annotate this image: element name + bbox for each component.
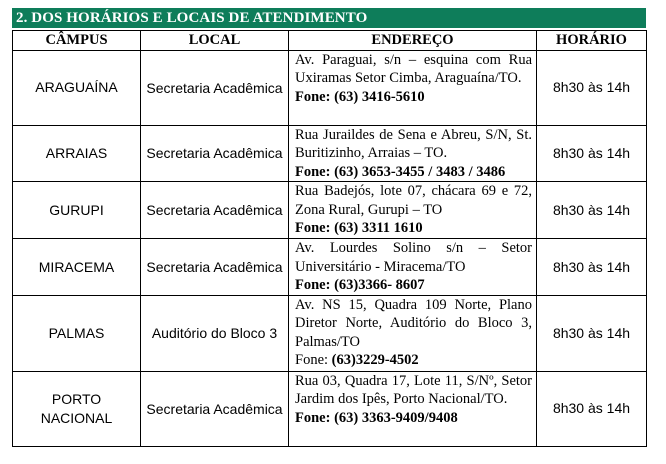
table-row xyxy=(13,239,647,296)
address-text: Av. Paraguai, s/n – esquina com Rua Uxiramas Setor Cimba, Araguaína/TO. xyxy=(295,51,532,86)
hours-cell: 8h30 às 14h xyxy=(537,125,647,182)
address-text: Rua 03, Quadra 17, Lote 11, S/Nº, Setor Jardim dos Ipês, Porto Nacional/TO. xyxy=(295,372,532,407)
phone-label: Fone: xyxy=(295,220,331,236)
phone-line xyxy=(295,409,532,428)
address-cell xyxy=(289,125,537,182)
campus-cell: ARAGUAÍNA xyxy=(13,50,141,125)
phone-label: Fone: xyxy=(295,163,331,180)
address-text: Rua Juraildes de Sena e Abreu, S/N, St. Buritizinho, Arraias – TO. xyxy=(295,126,532,161)
phone-number: (63) 3311 1610 xyxy=(334,220,423,236)
table-row xyxy=(13,182,647,239)
local-cell: Secretaria Acadêmica xyxy=(141,239,289,296)
hours-cell: 8h30 às 14h xyxy=(537,182,647,239)
hours-cell: 8h30 às 14h xyxy=(537,295,647,371)
section-title: 2. DOS HORÁRIOS E LOCAIS DE ATENDIMENTO xyxy=(12,8,646,28)
phone-line xyxy=(295,163,532,182)
address-text: Av. NS 15, Quadra 109 Norte, Plano Diretor Norte, Auditório do Bloco 3, Palmas/TO xyxy=(295,296,532,350)
phone-line xyxy=(295,276,532,295)
phone-number: (63)3229-4502 xyxy=(331,352,419,368)
address-text: Rua Badejós, lote 07, chácara 69 e 72, Zona Rural, Gurupi – TO xyxy=(295,183,532,218)
table-header-row xyxy=(13,31,647,51)
address-text: Av. Lourdes Solino s/n – Setor Universitário - Miracema/TO xyxy=(295,240,532,275)
phone-line xyxy=(295,219,532,238)
table-row xyxy=(13,295,647,371)
phone-number: (63) 3363-9409/9408 xyxy=(334,409,458,426)
address-cell xyxy=(289,295,537,371)
campus-cell: ARRAIAS xyxy=(13,125,141,182)
phone-label: Fone: xyxy=(295,277,331,293)
local-cell: Auditório do Bloco 3 xyxy=(141,295,289,371)
header-hours: HORÁRIO xyxy=(537,31,647,51)
campus-cell: PORTO NACIONAL xyxy=(13,371,141,446)
phone-number: (63)3366- 8607 xyxy=(334,277,425,293)
table-row xyxy=(13,371,647,446)
schedule-section xyxy=(12,8,646,447)
phone-line xyxy=(295,351,532,370)
hours-cell: 8h30 às 14h xyxy=(537,371,647,446)
phone-number: (63) 3416-5610 xyxy=(334,88,425,105)
header-local: LOCAL xyxy=(141,31,289,51)
address-cell xyxy=(289,50,537,125)
hours-cell: 8h30 às 14h xyxy=(537,239,647,296)
phone-line xyxy=(295,88,532,107)
local-cell: Secretaria Acadêmica xyxy=(141,182,289,239)
phone-label: Fone: xyxy=(295,88,331,105)
address-cell xyxy=(289,239,537,296)
campus-cell: PALMAS xyxy=(13,295,141,371)
hours-cell: 8h30 às 14h xyxy=(537,50,647,125)
campus-cell: MIRACEMA xyxy=(13,239,141,296)
phone-label: Fone: xyxy=(295,409,331,426)
address-cell xyxy=(289,182,537,239)
header-campus: CÂMPUS xyxy=(13,31,141,51)
table-row xyxy=(13,125,647,182)
table-row xyxy=(13,50,647,125)
phone-number: (63) 3653-3455 / 3483 / 3486 xyxy=(334,163,506,180)
address-cell xyxy=(289,371,537,446)
local-cell: Secretaria Acadêmica xyxy=(141,50,289,125)
phone-label: Fone: xyxy=(295,352,329,368)
local-cell: Secretaria Acadêmica xyxy=(141,125,289,182)
campus-cell: GURUPI xyxy=(13,182,141,239)
local-cell: Secretaria Acadêmica xyxy=(141,371,289,446)
schedule-table xyxy=(12,30,647,447)
header-address: ENDEREÇO xyxy=(289,31,537,51)
